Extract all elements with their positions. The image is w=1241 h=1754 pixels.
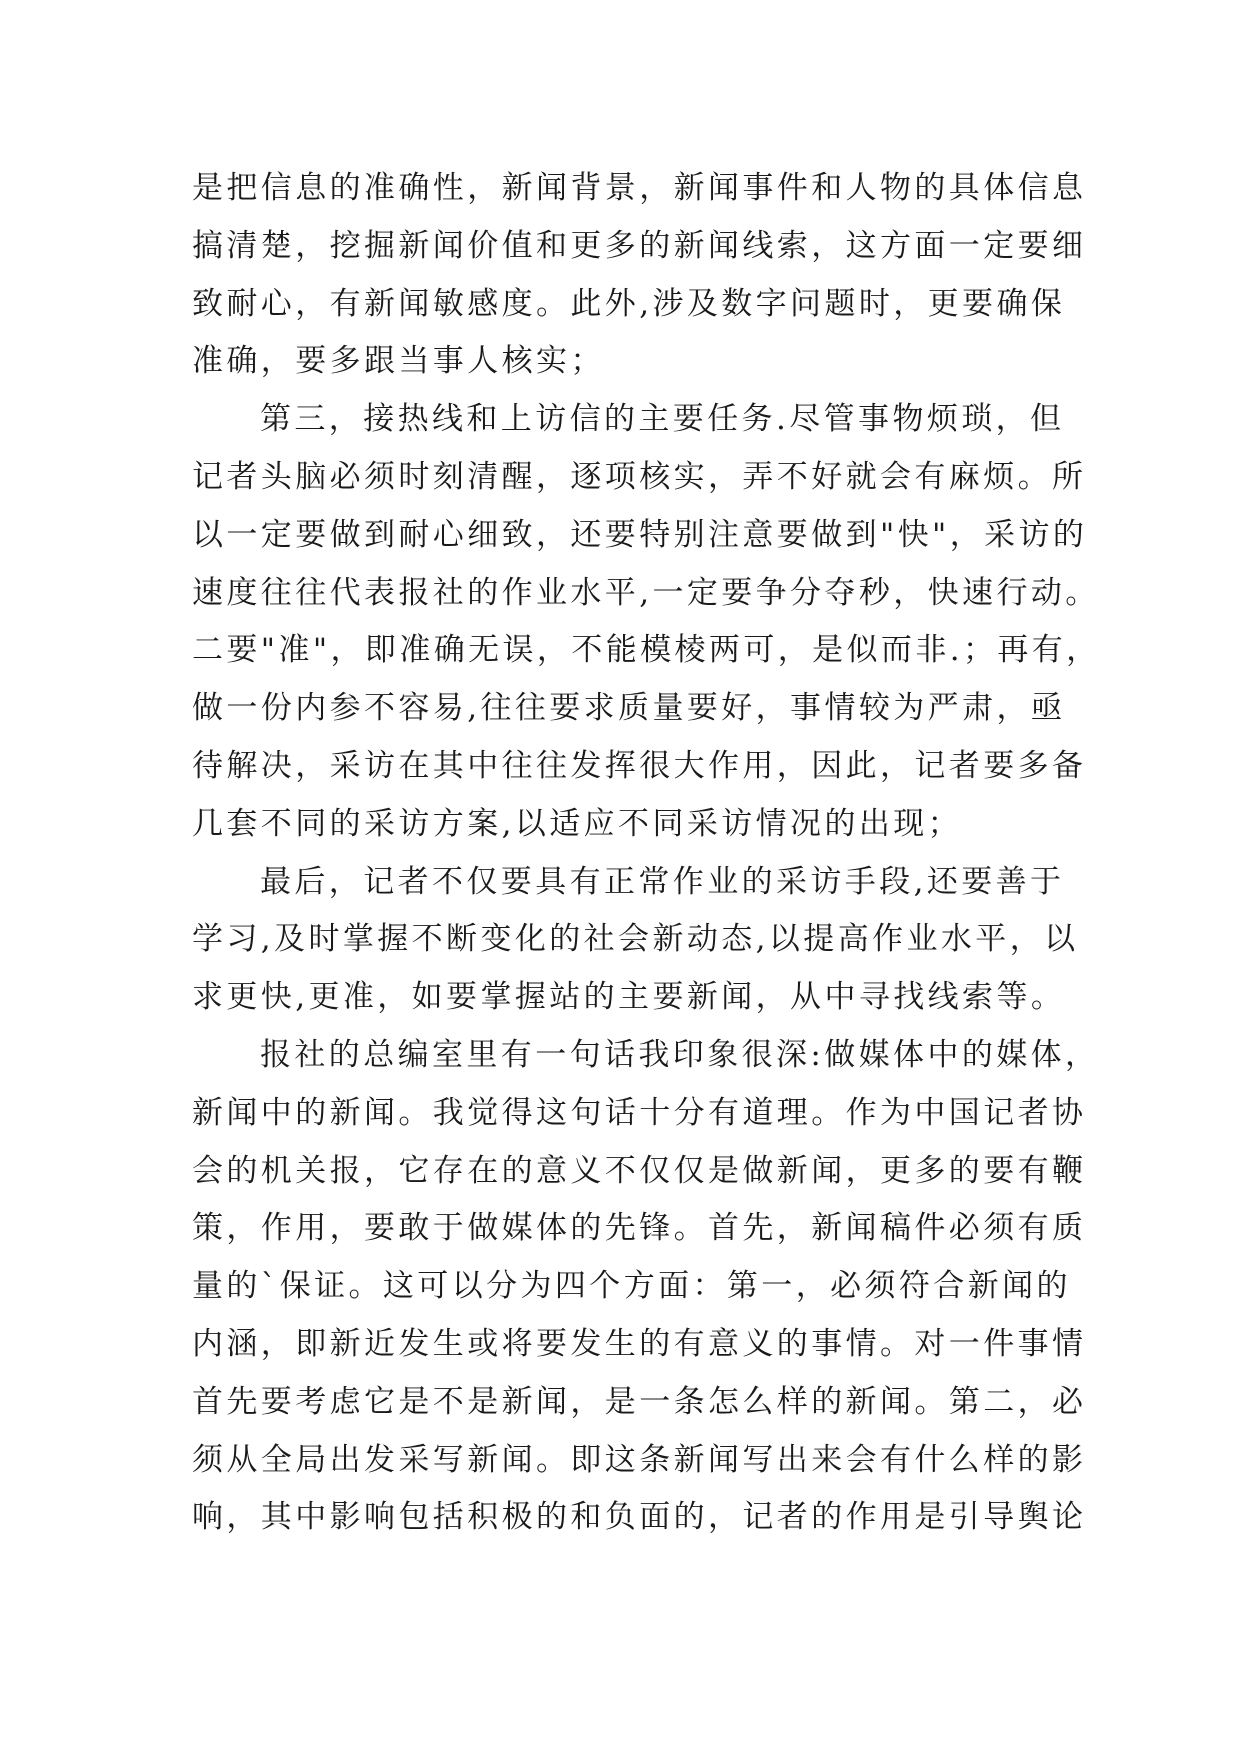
text-line: 记者头脑必须时刻清醒，逐项核实，弄不好就会有麻烦。所 [192, 458, 1087, 495]
text-line: 是把信息的准确性，新闻背景，新闻事件和人物的具体信息 [192, 170, 1087, 206]
text-line: 二要"准"，即准确无误，不能模棱两可，是似而非.；再有， [192, 632, 1101, 669]
text-line: 求更快,更准，如要掌握站的主要新闻，从中寻找线索等。 [192, 979, 1066, 1016]
paragraph-first-line: 报社的总编室里有一句话我印象很深:做媒体中的媒体， [260, 1036, 1100, 1073]
paragraph-first-line: 第三，接热线和上访信的主要任务.尽管事物烦琐，但 [260, 401, 1065, 438]
text-line: 响，其中影响包括积极的和负面的，记者的作用是引导舆论 [192, 1499, 1087, 1536]
text-line: 会的机关报，它存在的意义不仅仅是做新闻，更多的要有鞭 [192, 1152, 1087, 1189]
text-line: 致耐心，有新闻敏感度。此外,涉及数字问题时，更要确保 [192, 285, 1066, 322]
text-line: 几套不同的采访方案,以适应不同采访情况的出现； [192, 805, 963, 842]
text-line: 以一定要做到耐心细致，还要特别注意要做到"快"，采访的 [192, 516, 1088, 553]
body-text [192, 160, 1101, 1547]
text-line: 首先要考虑它是不是新闻，是一条怎么样的新闻。第二，必 [192, 1383, 1087, 1420]
text-line: 做一份内参不容易,往往要求质量要好，事情较为严肃，亟 [192, 690, 1066, 727]
text-line: 速度往往代表报社的作业水平,一定要争分夺秒，快速行动。 [192, 574, 1100, 611]
text-line: 量的`保证。这可以分为四个方面：第一，必须符合新闻的 [192, 1268, 1071, 1305]
text-line: 策，作用，要敢于做媒体的先锋。首先，新闻稿件必须有质 [192, 1210, 1087, 1247]
text-line: 学习,及时掌握不断变化的社会新动态,以提高作业水平，以 [192, 921, 1079, 958]
text-line: 内涵，即新近发生或将要发生的有意义的事情。对一件事情 [192, 1325, 1087, 1362]
text-line: 准确，要多跟当事人核实； [192, 343, 605, 380]
text-line: 待解决，采访在其中往往发挥很大作用，因此，记者要多备 [192, 747, 1087, 784]
text-line: 新闻中的新闻。我觉得这句话十分有道理。作为中国记者协 [192, 1094, 1087, 1131]
text-line: 须从全局出发采写新闻。即这条新闻写出来会有什么样的影 [192, 1441, 1087, 1478]
paragraph-first-line: 最后，记者不仅要具有正常作业的采访手段,还要善于 [260, 863, 1065, 900]
text-line: 搞清楚，挖掘新闻价值和更多的新闻线索，这方面一定要细 [192, 227, 1087, 264]
